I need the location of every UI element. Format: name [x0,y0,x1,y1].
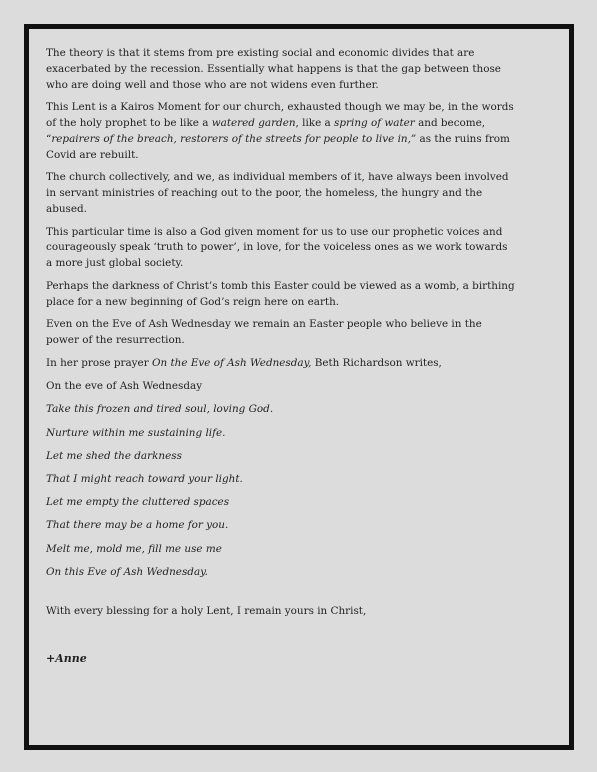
poem-line [46,542,516,558]
poem-line-text: That I might reach toward your light. [46,473,243,486]
poem-line-text: That there may be a home for you. [46,519,229,532]
text-run: , like a [295,117,335,130]
poem-line [46,518,516,534]
closing-line: With every blessing for a holy Lent, I remain yours in Christ, [46,604,367,617]
poem-line [46,472,516,488]
poem-line-text: On this Eve of Ash Wednesday. [46,565,208,578]
emphasis-watered-garden: watered garden [211,117,296,130]
text-run: This Lent is a Kairos Moment for our church, exhausted though we may be, in the words of the holy prophet to be like a [46,101,514,130]
paragraph-easter-people: Even on the Eve of Ash Wednesday we remain an Easter people who believe in the power of the resurrection. [46,318,482,347]
poem-line [46,565,516,581]
paragraph-darkness-tomb: Perhaps the darkness of Christ’s tomb this Easter could be viewed as a womb, a birthing place for a new beginning of God’s reign here on earth. [46,279,515,308]
poem-line-text: Let me empty the cluttered spaces [46,496,230,509]
poem-line-text: Nurture within me sustaining life. [46,426,226,439]
signature: +Anne [46,652,87,666]
text-run: and become, “ [46,117,486,145]
poem-line [46,426,516,442]
poem-line-text: Take this frozen and tired soul, loving God. [46,403,274,416]
poem-line-text: Melt me, mold me, fill me use me [46,542,222,555]
emphasis-repairers-quote: repairers of the breach, restorers of the streets for people to live in,” [51,132,417,145]
poem-line [46,495,516,511]
text-run: Beth Richardson writes, [311,356,442,369]
poem-line-text: Let me shed the darkness [46,449,182,462]
text-run: as the ruins from Covid are rebuilt. [46,132,510,161]
text-run: In her prose prayer [46,356,152,369]
emphasis-spring-of-water: spring of water [334,117,415,130]
letter-body [46,46,516,674]
emphasis-prayer-title: On the Eve of Ash Wednesday, [151,356,312,369]
paragraph-servant-ministries: The church collectively, and we, as individual members of it, have always been involved in servant ministries of reaching out to the poor, the homeless, the hungry and the abused. [46,171,509,215]
poem-line [46,449,516,465]
paragraph-recession-theory: The theory is that it stems from pre existing social and economic divides that are exacerbated by the recession. Essentially what happens is that the gap between those who are doing well and those who are not widens even further. [46,47,501,91]
paragraph-kairos-moment [46,100,516,163]
poem-title: On the eve of Ash Wednesday [46,380,203,393]
paragraph-prophetic-voices: This particular time is also a God given moment for us to use our prophetic voices and courageously speak ‘truth to power’, in love, for the voiceless ones as we work towards a more just global society. [46,225,508,270]
paragraph-prose-prayer-intro [46,356,516,372]
poem-line [46,402,516,418]
